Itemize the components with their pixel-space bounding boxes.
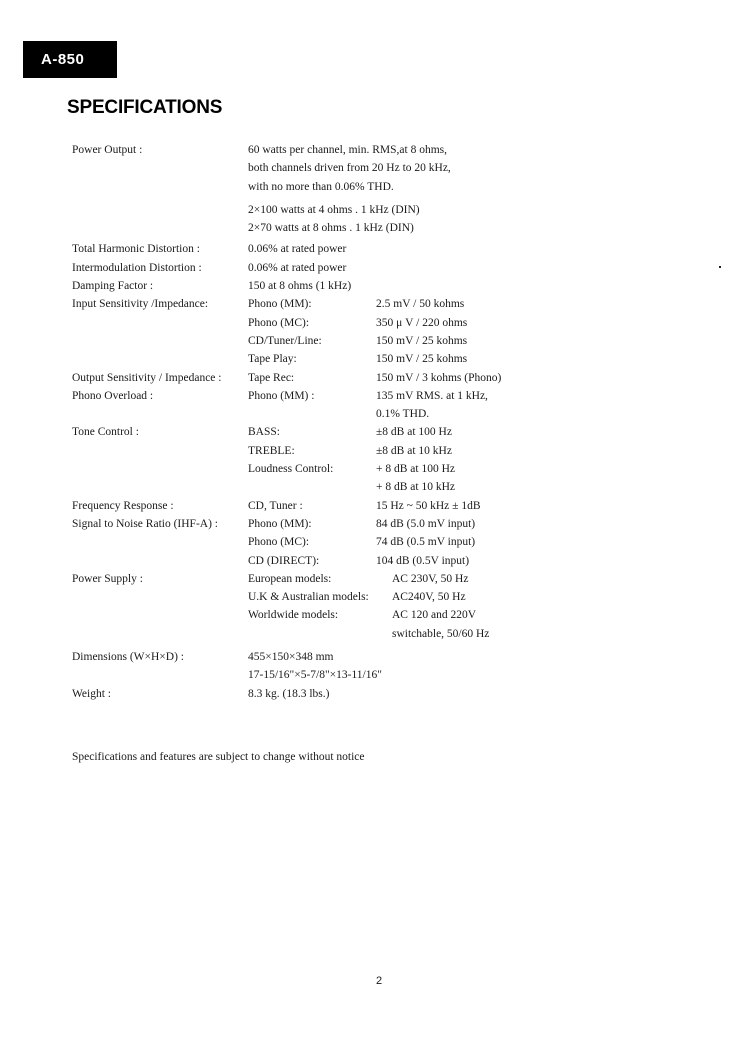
spec-label: Damping Factor :	[72, 280, 154, 293]
page-title: SPECIFICATIONS	[67, 97, 223, 118]
spec-value: ±8 dB at 100 Hz	[376, 426, 452, 439]
spec-sublabel: Phono (MM):	[248, 517, 312, 530]
spec-sublabel: CD (DIRECT):	[248, 554, 320, 567]
spec-value: ±8 dB at 10 kHz	[376, 444, 452, 457]
spec-value: 2×70 watts at 8 ohms . 1 kHz (DIN)	[248, 222, 414, 235]
spec-label: Total Harmonic Distortion :	[72, 243, 200, 256]
spec-label: Dimensions (W×H×D) :	[72, 651, 184, 664]
spec-label: Power Output :	[72, 144, 143, 156]
spec-value: 15 Hz ~ 50 kHz ± 1dB	[376, 499, 481, 512]
spec-value: 0.06% at rated power	[248, 243, 347, 256]
spec-value: AC 230V, 50 Hz	[392, 572, 469, 585]
spec-sublabel: TREBLE:	[248, 444, 295, 457]
spec-value: 0.1% THD.	[376, 408, 430, 421]
spec-value: 350 μ V / 220 ohms	[376, 316, 468, 329]
spec-sublabel: European models:	[248, 572, 332, 585]
spec-value: 8.3 kg. (18.3 lbs.)	[248, 687, 330, 700]
spec-sublabel: Tape Play:	[248, 353, 297, 366]
spec-label: Output Sensitivity / Impedance :	[72, 371, 222, 384]
spec-value: AC240V, 50 Hz	[392, 591, 466, 604]
spec-label: Intermodulation Distortion :	[72, 261, 202, 274]
spec-value: 0.06% at rated power	[248, 261, 347, 274]
spec-sublabel: BASS:	[248, 426, 280, 439]
spec-value: switchable, 50/60 Hz	[392, 627, 490, 640]
spec-sublabel: Worldwide models:	[248, 609, 339, 622]
spec-value: 135 mV RMS. at 1 kHz,	[376, 389, 488, 402]
spec-label: Power Supply :	[72, 572, 143, 585]
spec-sublabel: U.K & Australian models:	[248, 591, 369, 604]
spec-value: 74 dB (0.5 mV input)	[376, 536, 476, 549]
spec-value: 150 mV / 25 kohms	[376, 353, 468, 366]
change-notice: Specifications and features are subject to change without notice	[72, 751, 365, 763]
spec-sublabel: CD, Tuner :	[248, 499, 303, 512]
spec-value: 455×150×348 mm	[248, 651, 334, 664]
spec-value: 150 mV / 25 kohms	[376, 334, 468, 347]
spec-label: Frequency Response :	[72, 499, 174, 512]
spec-value: + 8 dB at 100 Hz	[376, 463, 455, 476]
spec-label: Input Sensitivity /Impedance:	[72, 298, 209, 311]
spec-value: 2×100 watts at 4 ohms . 1 kHz (DIN)	[248, 203, 420, 216]
spec-value: 150 at 8 ohms (1 kHz)	[248, 280, 352, 293]
spec-value: 150 mV / 3 kohms (Phono)	[376, 371, 502, 384]
spec-sublabel: Loudness Control:	[248, 463, 334, 476]
page-number: 2	[376, 975, 383, 987]
spec-label: Signal to Noise Ratio (IHF-A) :	[72, 517, 218, 530]
spec-sublabel: Phono (MC):	[248, 316, 310, 329]
spec-value: 2.5 mV / 50 kohms	[376, 298, 465, 311]
spec-label: Weight :	[72, 687, 111, 700]
spec-value: + 8 dB at 10 kHz	[376, 481, 455, 494]
model-badge: A-850	[23, 41, 117, 78]
scan-speck	[719, 266, 721, 268]
spec-value: AC 120 and 220V	[392, 609, 477, 622]
spec-sublabel: Tape Rec:	[248, 371, 295, 384]
spec-value: 104 dB (0.5V input)	[376, 554, 470, 567]
spec-sublabel: Phono (MM) :	[248, 389, 315, 402]
spec-value: with no more than 0.06% THD.	[248, 180, 394, 193]
spec-label: Tone Control :	[72, 426, 139, 439]
spec-value: both channels driven from 20 Hz to 20 kHz,	[248, 162, 451, 175]
spec-value: 84 dB (5.0 mV input)	[376, 517, 476, 530]
spec-label: Phono Overload :	[72, 389, 154, 402]
spec-sublabel: Phono (MM):	[248, 298, 312, 311]
spec-sublabel: Phono (MC):	[248, 536, 310, 549]
spec-value: 60 watts per channel, min. RMS,at 8 ohms,	[248, 144, 447, 156]
spec-value: 17-15/16"×5-7/8"×13-11/16"	[248, 669, 382, 682]
spec-sublabel: CD/Tuner/Line:	[248, 334, 322, 347]
